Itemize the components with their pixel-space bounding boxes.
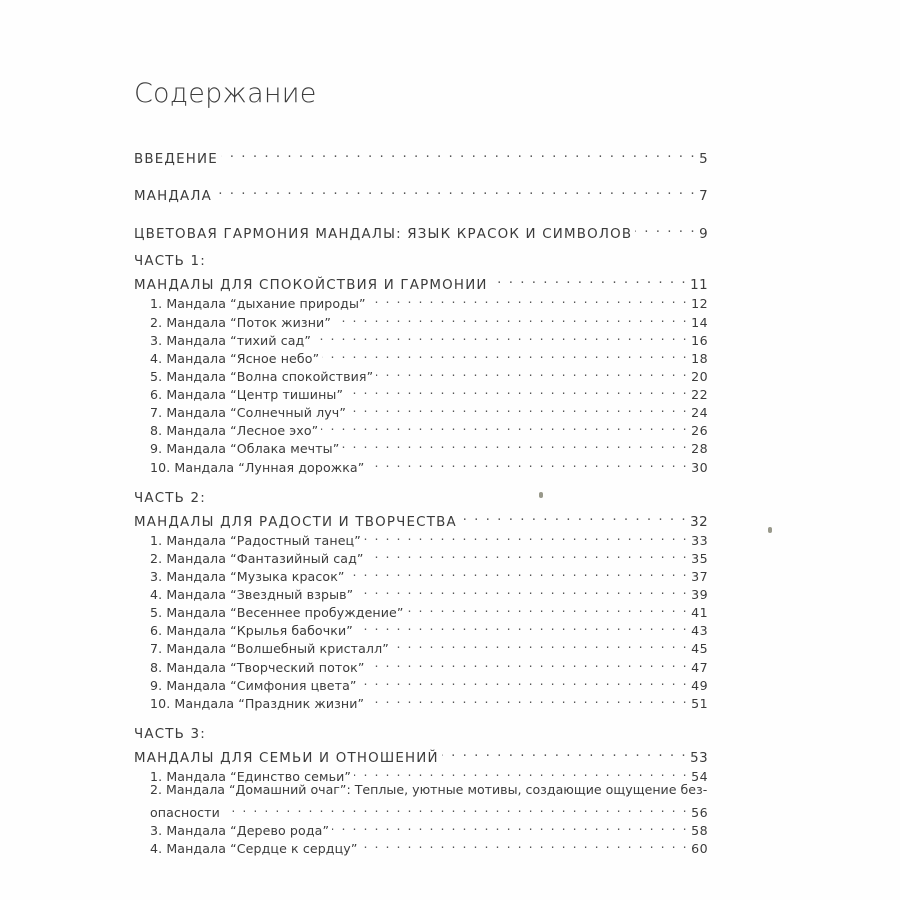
toc-entry-text: 10. Мандала “Лунная дорожка” — [150, 460, 365, 475]
leader-dots — [349, 399, 688, 417]
toc-entry-text: 6. Мандала “Крылья бабочки” — [150, 623, 353, 638]
toc-sub-entry-wrapped[interactable]: 2. Мандала “Домашний очаг”: Теплые, уютные мотивы, создающие ощущение без- — [150, 782, 708, 797]
toc-entry-page: 14 — [691, 315, 708, 330]
print-speck — [768, 527, 772, 533]
toc-entry-page: 22 — [691, 387, 708, 402]
toc-entry-text: 7. Мандала “Волшебный кристалл” — [150, 641, 389, 656]
leader-dots — [460, 508, 687, 526]
toc-entry-page: 30 — [691, 460, 708, 475]
toc-entry-text: ЦВЕТОВАЯ ГАРМОНИЯ МАНДАЛЫ: ЯЗЫК КРАСОК И СИМВОЛОВ — [134, 227, 633, 242]
toc-entry-page: 20 — [691, 369, 708, 384]
leader-dots — [392, 635, 688, 653]
leader-dots — [221, 145, 696, 163]
toc-entry-text: 10. Мандала “Праздник жизни” — [150, 696, 365, 711]
toc-entry-page: 9 — [699, 227, 708, 242]
toc-entry-text: 4. Мандала “Звездный взрыв” — [150, 587, 354, 602]
page-title: Содержание — [134, 78, 317, 109]
toc-entry-text: опасности — [150, 805, 220, 820]
toc-entry-page: 33 — [691, 533, 708, 548]
toc-entry-text: 8. Мандала “Лесное эхо” — [150, 423, 319, 438]
toc-entry-text: 4. Мандала “Сердце к сердцу” — [150, 841, 358, 856]
leader-dots — [342, 435, 688, 453]
toc-entry-page: 37 — [691, 569, 708, 584]
part-3-label: ЧАСТЬ 3: — [134, 727, 206, 742]
part-1-label: ЧАСТЬ 1: — [134, 254, 206, 269]
toc-entry-text: МАНДАЛЫ ДЛЯ РАДОСТИ И ТВОРЧЕСТВА — [134, 515, 457, 530]
toc-entry-color-harmony[interactable] — [134, 220, 708, 244]
toc-entry-text: 3. Мандала “тихий сад” — [150, 333, 311, 348]
leader-dots — [407, 599, 689, 617]
toc-entry-page: 60 — [691, 841, 708, 856]
leader-dots — [322, 345, 688, 363]
leader-dots — [223, 799, 688, 817]
toc-entry-page: 12 — [691, 296, 708, 311]
leader-dots — [356, 581, 688, 599]
toc-entry-page: 58 — [691, 823, 708, 838]
leader-dots — [491, 271, 688, 289]
toc-entry-text: 9. Мандала “Симфония цвета” — [150, 678, 357, 693]
leader-dots — [376, 363, 688, 381]
toc-entry-text: 4. Мандала “Ясное небо” — [150, 351, 320, 366]
leader-dots — [334, 309, 688, 327]
toc-entry-text: ВВЕДЕНИЕ — [134, 152, 218, 167]
toc-entry-text: 5. Мандала “Волна спокойствия” — [150, 369, 374, 384]
toc-entry-page: 41 — [691, 605, 708, 620]
leader-dots — [356, 617, 688, 635]
leader-dots — [367, 690, 688, 708]
toc-sub-entry[interactable] — [150, 835, 708, 858]
toc-entry-page: 39 — [691, 587, 708, 602]
leader-dots — [321, 417, 688, 435]
print-speck — [539, 492, 543, 498]
leader-dots — [360, 672, 689, 690]
toc-entry-page: 51 — [691, 696, 708, 711]
toc-entry-page: 56 — [691, 805, 708, 820]
leader-dots — [314, 327, 688, 345]
toc-entry-text: МАНДАЛЫ ДЛЯ СЕМЬИ И ОТНОШЕНИЙ — [134, 751, 439, 766]
toc-entry-page: 49 — [691, 678, 708, 693]
toc-entry-page: 11 — [690, 278, 708, 293]
leader-dots — [348, 563, 689, 581]
toc-entry-text: 6. Мандала “Центр тишины” — [150, 387, 344, 402]
toc-entry-page: 5 — [699, 152, 708, 167]
toc-entry-page: 54 — [691, 769, 708, 784]
toc-sub-entry[interactable] — [150, 690, 708, 713]
leader-dots — [367, 545, 689, 563]
leader-dots — [364, 527, 688, 545]
leader-dots — [367, 454, 688, 472]
toc-entry-page: 26 — [691, 423, 708, 438]
leader-dots — [442, 744, 687, 762]
leader-dots — [354, 763, 688, 781]
toc-entry-page: 16 — [691, 333, 708, 348]
leader-dots — [369, 290, 689, 308]
toc-entry-page: 7 — [699, 189, 708, 204]
toc-entry-page: 28 — [691, 441, 708, 456]
toc-entry-text: 2. Мандала “Поток жизни” — [150, 315, 331, 330]
toc-entry-text: 5. Мандала “Весеннее пробуждение” — [150, 605, 404, 620]
toc-entry-text: 7. Мандала “Солнечный луч” — [150, 405, 346, 420]
toc-entry-page: 24 — [691, 405, 708, 420]
toc-entry-intro[interactable] — [134, 145, 708, 169]
toc-entry-page: 53 — [690, 751, 708, 766]
leader-dots — [346, 381, 688, 399]
toc-entry-text: МАНДАЛЫ ДЛЯ СПОКОЙСТВИЯ И ГАРМОНИИ — [134, 278, 488, 293]
toc-entry-text: 3. Мандала “Дерево рода” — [150, 823, 330, 838]
leader-dots — [360, 835, 688, 853]
toc-entry-page: 47 — [691, 660, 708, 675]
toc-entry-text: 1. Мандала “дыхание природы” — [150, 296, 366, 311]
leader-dots — [332, 817, 688, 835]
toc-entry-text: 9. Мандала “Облака мечты” — [150, 441, 340, 456]
toc-entry-page: 45 — [691, 641, 708, 656]
leader-dots — [367, 654, 688, 672]
toc-entry-text: 8. Мандала “Творческий поток” — [150, 660, 365, 675]
toc-entry-text: 1. Мандала “Единство семьи” — [150, 769, 352, 784]
toc-entry-text: 2. Мандала “Фантазийный сад” — [150, 551, 364, 566]
toc-entry-text: МАНДАЛА — [134, 189, 213, 204]
toc-entry-text: 3. Мандала “Музыка красок” — [150, 569, 345, 584]
toc-entry-page: 35 — [691, 551, 708, 566]
toc-entry-page: 32 — [690, 515, 708, 530]
toc-entry-page: 43 — [691, 623, 708, 638]
part-2-label: ЧАСТЬ 2: — [134, 491, 206, 506]
leader-dots — [635, 220, 696, 238]
toc-entry-mandala[interactable] — [134, 182, 708, 206]
toc-sub-entry[interactable] — [150, 454, 708, 477]
leader-dots — [215, 182, 696, 200]
toc-entry-page: 18 — [691, 351, 708, 366]
toc-entry-text: 1. Мандала “Радостный танец” — [150, 533, 361, 548]
